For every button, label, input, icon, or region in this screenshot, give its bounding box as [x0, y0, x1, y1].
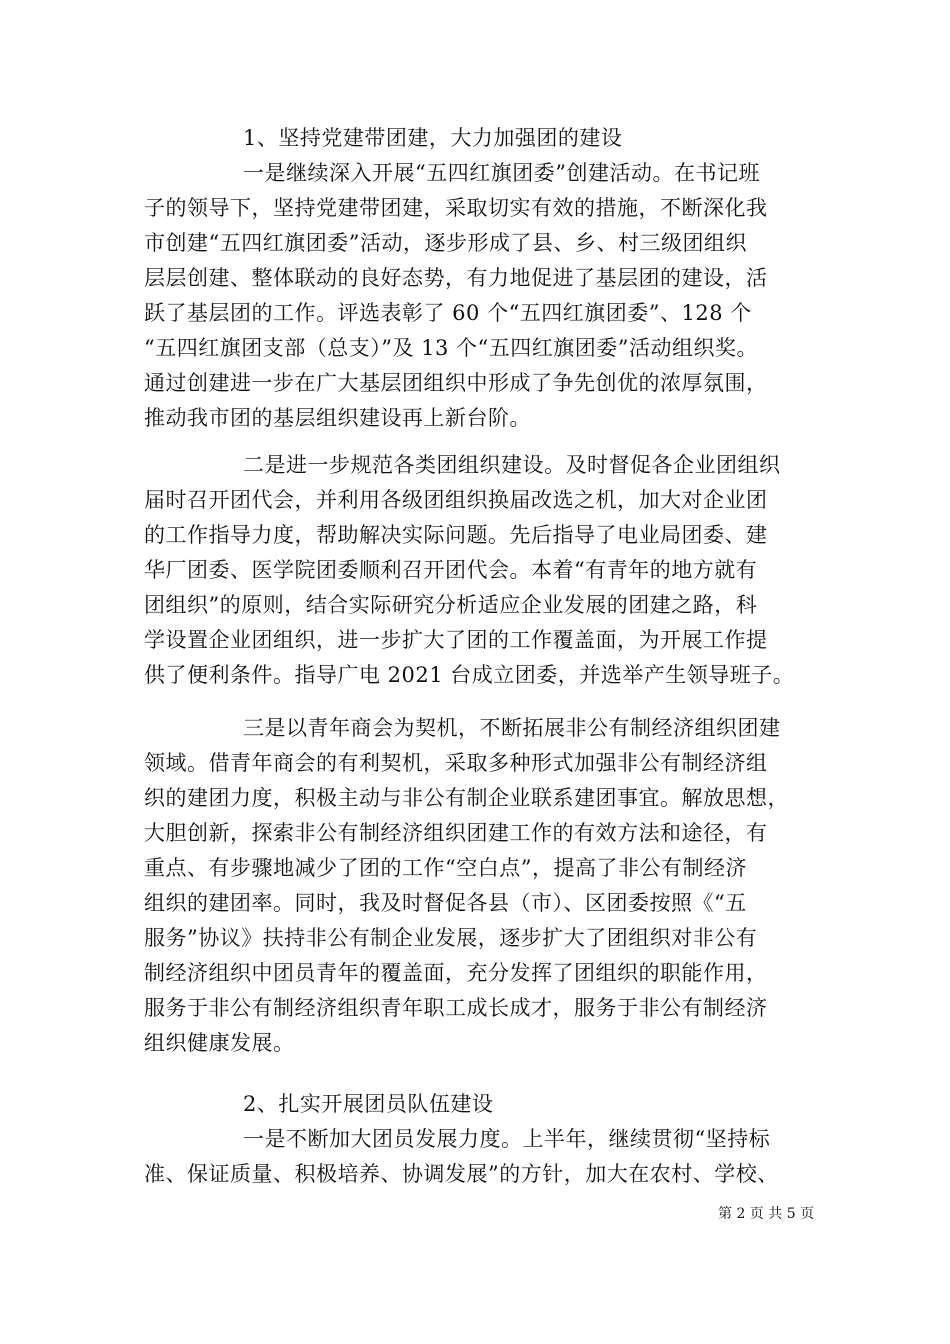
section-heading-2: 2、扎实开展团员队伍建设 [243, 1092, 494, 1116]
paragraph-line: 通过创建进一步在广大基层团组织中形成了争先创优的浓厚氛围， [144, 371, 768, 395]
paragraph-line: 一是不断加大团员发展力度。上半年，继续贯彻“坚持标 [243, 1127, 771, 1151]
paragraph-line: 子的领导下，坚持党建带团建，采取切实有效的措施，不断深化我 [144, 196, 768, 220]
paragraph-line: 组织健康发展。 [144, 1031, 295, 1055]
paragraph-line: 准、保证质量、积极培养、协调发展”的方针，加大在农村、学校、 [144, 1162, 779, 1186]
paragraph-line: 届时召开团代会，并利用各级团组织换届改选之机，加大对企业团 [144, 488, 768, 512]
paragraph-line: 供了便利条件。指导广电 2021 台成立团委，并选举产生领导班子。 [144, 663, 795, 687]
paragraph-line: 组织的建团率。同时，我及时督促各县（市）、区团委按照《“五 [144, 891, 747, 915]
paragraph-line: 团组织”的原则，结合实际研究分析适应企业发展的团建之路，科 [144, 593, 758, 617]
paragraph-line: 织的建团力度，积极主动与非公有制企业联系建团事宜。解放思想， [144, 786, 789, 810]
paragraph-line: 的工作指导力度，帮助解决实际问题。先后指导了电业局团委、建 [144, 523, 768, 547]
paragraph-line: 一是继续深入开展“五四红旗团委”创建活动。在书记班 [243, 161, 760, 185]
paragraph-line: 推动我市团的基层组织建设再上新台阶。 [144, 406, 531, 430]
paragraph-line: 三是以青年商会为契机，不断拓展非公有制经济组织团建 [243, 716, 781, 740]
paragraph-line: 学设置企业团组织，进一步扩大了团的工作覆盖面，为开展工作提 [144, 628, 768, 652]
section-heading-1: 1、坚持党建带团建，大力加强团的建设 [243, 126, 623, 150]
paragraph-line: 服务”协议》扶持非公有制企业发展，逐步扩大了团组织对非公有 [144, 926, 758, 950]
paragraph-line: 层层创建、整体联动的良好态势，有力地促进了基层团的建设，活 [144, 266, 768, 290]
paragraph-line: 市创建“五四红旗团委”活动，逐步形成了县、乡、村三级团组织 [144, 231, 747, 255]
paragraph-line: 跃了基层团的工作。评选表彰了 60 个“五四红旗团委”、128 个 [144, 301, 752, 325]
paragraph-line: 大胆创新，探索非公有制经济组织团建工作的有效方法和途径，有 [144, 821, 768, 845]
paragraph-line: 二是进一步规范各类团组织建设。及时督促各企业团组织 [243, 453, 781, 477]
paragraph-line: 华厂团委、医学院团委顺利召开团代会。本着“有青年的地方就有 [144, 558, 758, 582]
paragraph-line: 服务于非公有制经济组织青年职工成长成才，服务于非公有制经济 [144, 996, 768, 1020]
paragraph-line: 制经济组织中团员青年的覆盖面，充分发挥了团组织的职能作用， [144, 961, 768, 985]
paragraph-line: 重点、有步骤地减少了团的工作“空白点”，提高了非公有制经济 [144, 856, 747, 880]
paragraph-line: 领域。借青年商会的有利契机，采取多种形式加强非公有制经济组 [144, 751, 768, 775]
paragraph-line: “五四红旗团支部（总支）”及 13 个“五四红旗团委”活动组织奖。 [144, 336, 759, 360]
page-number: 第 2 页 共 5 页 [718, 1206, 815, 1222]
